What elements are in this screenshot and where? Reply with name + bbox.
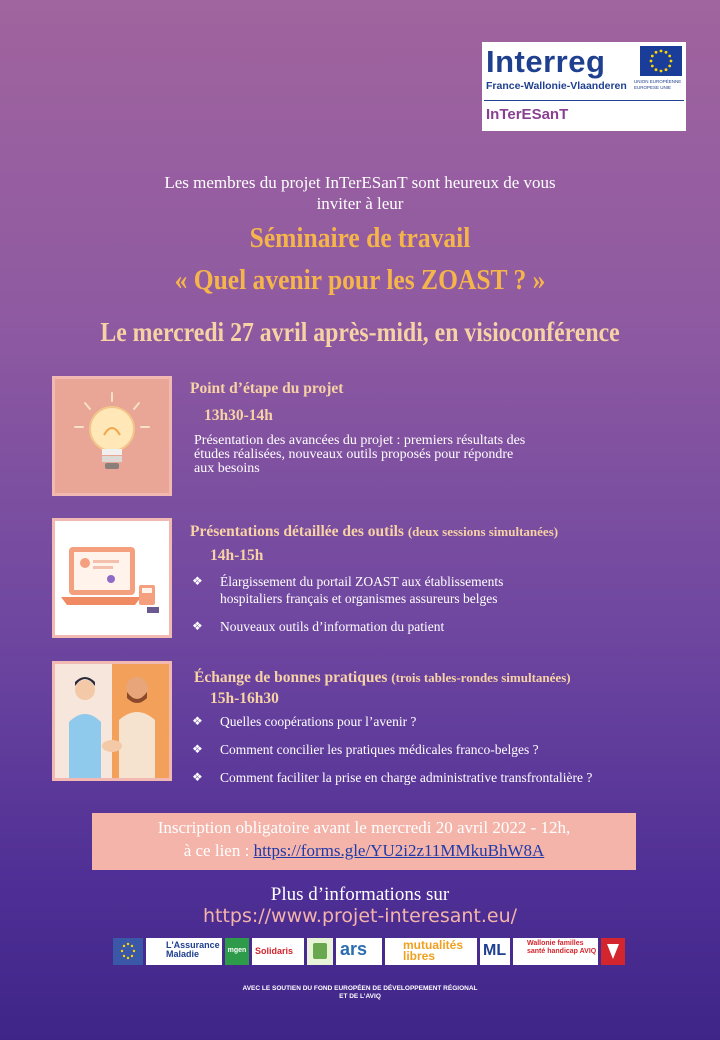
logo-brand: Interreg xyxy=(486,44,606,79)
interreg-logo xyxy=(482,42,686,131)
eu-flag-icon xyxy=(640,46,682,76)
bullet-diamond-icon: ❖ xyxy=(192,714,203,728)
session-3-time: 15h-16h30 xyxy=(210,690,279,707)
eu-partner-icon xyxy=(113,938,143,965)
bullet-item xyxy=(192,741,682,758)
session-3-title xyxy=(194,669,571,687)
bullet-diamond-icon: ❖ xyxy=(192,619,203,633)
session-1-description xyxy=(194,434,624,476)
session-2-bullets xyxy=(192,573,632,635)
partner-ml: ML xyxy=(480,938,510,965)
session-3-note: (trois tables-rondes simultanées) xyxy=(391,670,571,685)
partner-red-icon xyxy=(601,938,625,965)
bullet-text: Comment faciliter la prise en charge administrative transfrontalière ? xyxy=(220,770,593,785)
footer-line-2: ET DE L’AVIQ xyxy=(339,993,381,1000)
session-1-desc-line: Présentation des avancées du projet : premiers résultats des xyxy=(194,433,526,448)
doctors-handshake-icon xyxy=(55,664,169,778)
partner-logos xyxy=(113,938,625,968)
partner-ars: ars xyxy=(336,938,382,965)
partner-solidaris: Solidaris xyxy=(252,938,304,965)
footer-line-1: AVEC LE SOUTIEN DU FOND EUROPÉEN DE DÉVELOPPEMENT RÉGIONAL xyxy=(242,985,478,992)
session-1-desc-line: aux besoins xyxy=(194,461,260,476)
partner-aviq: Wallonie familles santé handicap AVIQ xyxy=(513,938,598,965)
partner-assurance-maladie: L'Assurance Maladie xyxy=(146,938,222,965)
seminar-subtitle: « Quel avenir pour les ZOAST ? » xyxy=(174,264,546,296)
eu-label: UNION EUROPÉENNE EUROPESE UNIE xyxy=(634,79,682,90)
session-2-time: 14h-15h xyxy=(210,547,264,564)
bullet-text: Élargissement du portail ZOAST aux établissements xyxy=(220,574,504,589)
session-1-title: Point d’étape du projet xyxy=(190,380,344,397)
bullet-item xyxy=(192,618,632,635)
more-info-label: Plus d’informations sur xyxy=(270,884,450,905)
seminar-date: Le mercredi 27 avril après-midi, en visioconférence xyxy=(100,317,620,347)
partner-mutualites-libres: mutualités libres xyxy=(385,938,477,965)
bullet-text: Nouveaux outils d’information du patient xyxy=(220,619,445,634)
bullet-text: hospitaliers français et organismes assureurs belges xyxy=(220,591,498,606)
laptop-illustration xyxy=(52,518,172,638)
intro-text xyxy=(100,172,620,214)
session-1-time: 13h30-14h xyxy=(204,407,273,424)
lightbulb-icon xyxy=(55,379,169,493)
session-1-desc-line: études réalisées, nouveaux outils proposés pour répondre xyxy=(194,447,514,462)
bullet-item xyxy=(192,573,632,607)
logo-divider xyxy=(484,100,684,101)
session-3-title-text: Échange de bonnes pratiques xyxy=(194,669,388,686)
partner-green-icon xyxy=(307,938,333,965)
partner-mgen: mgen xyxy=(225,938,249,965)
bullet-diamond-icon: ❖ xyxy=(192,742,203,756)
doctors-illustration xyxy=(52,661,172,781)
logo-project-name: InTerESanT xyxy=(486,106,569,123)
bullet-diamond-icon: ❖ xyxy=(192,574,203,588)
registration-box xyxy=(92,813,636,870)
seminar-title: Séminaire de travail xyxy=(249,222,471,254)
intro-line-2: inviter à leur xyxy=(316,194,404,213)
bullet-text: Quelles coopérations pour l’avenir ? xyxy=(220,714,417,729)
registration-link[interactable]: https://forms.gle/YU2i2z11MMkuBhW8A xyxy=(253,841,545,860)
session-2-note: (deux sessions simultanées) xyxy=(407,524,559,539)
bullet-item xyxy=(192,713,682,730)
bullet-item xyxy=(192,769,682,786)
lightbulb-illustration xyxy=(52,376,172,496)
logo-region: France-Wallonie-Vlaanderen xyxy=(486,80,627,92)
laptop-icon xyxy=(55,521,169,635)
bullet-text: Comment concilier les pratiques médicales franco-belges ? xyxy=(220,742,539,757)
registration-prefix: à ce lien : xyxy=(183,841,254,860)
registration-text: Inscription obligatoire avant le mercredi 20 avril 2022 - 12h, xyxy=(157,818,571,837)
bullet-diamond-icon: ❖ xyxy=(192,770,203,784)
session-3-bullets xyxy=(192,713,682,786)
more-info-url[interactable]: https://www.projet-interesant.eu/ xyxy=(202,905,518,927)
intro-line-1: Les membres du projet InTerESanT sont heureux de vous xyxy=(164,173,556,192)
footer-support xyxy=(160,985,560,1001)
session-2-title-text: Présentations détaillée des outils xyxy=(190,523,404,540)
session-2-title xyxy=(190,523,558,541)
